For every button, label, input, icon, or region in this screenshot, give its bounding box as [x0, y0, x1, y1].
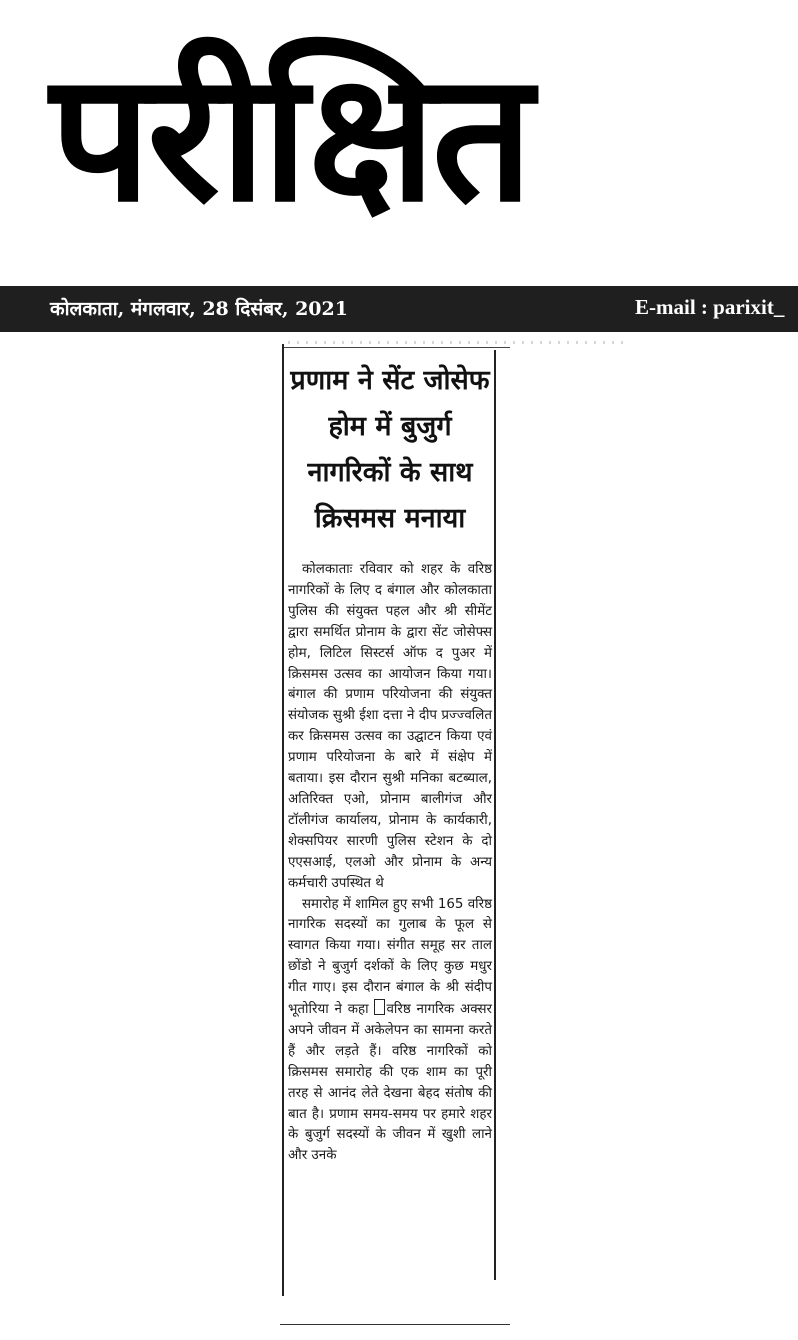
article-bottom-rule	[280, 1324, 510, 1325]
article-top-rule	[284, 347, 510, 348]
article-headline: प्रणाम ने सेंट जोसेफ होम में बुजुर्ग नागरिकों के साथ क्रिसमस मनाया	[290, 365, 490, 534]
article-left-rule	[282, 344, 284, 1296]
article-paragraph-2	[288, 895, 492, 1168]
scan-noise	[288, 341, 628, 344]
dateline-bar	[0, 286, 798, 332]
dateline-email: E-mail : parixit_	[635, 295, 785, 319]
article-right-rule	[494, 350, 496, 1280]
paragraph-2-part-1: समारोह में शामिल हुए सभी 165 वरिष्ठ नागरिक सदस्यों का गुलाब के फूल से स्वागत किया गया। संगीत समूह सर ताल छोंडो ने बुजुर्ग दर्शकों के लिए कुछ मधुर गीत गाए। इस दौरान बंगाल के श्री संदीप भूतोरिया ने कहा	[288, 896, 492, 1018]
newspaper-title: परीक्षित	[50, 34, 530, 241]
paragraph-2-part-2: वरिष्ठ नागरिक अक्सर अपने जीवन में अकेलेपन का सामना करते हैं और लड़ते हैं। वरिष्ठ नागरिकों को क्रिसमस समारोह की एक शाम का पूरी तरह से आनंद लेते देखना बेहद संतोष की बात है। प्रणाम समय-समय पर हमारे शहर के बुजुर्ग सदस्यों के जीवन में खुशी लाने और उनके	[288, 1002, 492, 1164]
article-paragraph-1: कोलकाताः रविवार को शहर के वरिष्ठ नागरिकों के लिए द बंगाल और कोलकाता पुलिस की संयुक्त पहल और श्री सीमेंट द्वारा समर्थित प्रोनाम के द्वारा सेंट जोसेफ्स होम, लिटिल सिस्टर्स ऑफ द पुअर में क्रिसमस उत्सव का आयोजन किया गया। बंगाल की प्रणाम परियोजना की संयुक्त संयोजक सुश्री ईशा दत्ता ने दीप प्रज्ज्वलित कर क्रिसमस उत्सव का उद्घाटन किया एवं प्रणाम परियोजना के बारे में संक्षेप में बताया। इस दौरान सुश्री मनिका बटब्याल, अतिरिक्त एओ, प्रोनाम बालीगंज और टॉलीगंज कार्यालय, प्रोनाम के कार्यकारी, शेक्सपियर सारणी पुलिस स्टेशन के दो एएसआई, एलओ और प्रोनाम के अन्य कर्मचारी उपस्थित थे	[288, 562, 492, 891]
dateline-date: कोलकाता, मंगलवार, 28 दिसंबर, 2021	[50, 298, 348, 320]
masthead	[0, 0, 798, 284]
missing-glyph-box-icon	[374, 999, 385, 1015]
article-body	[288, 560, 492, 1167]
